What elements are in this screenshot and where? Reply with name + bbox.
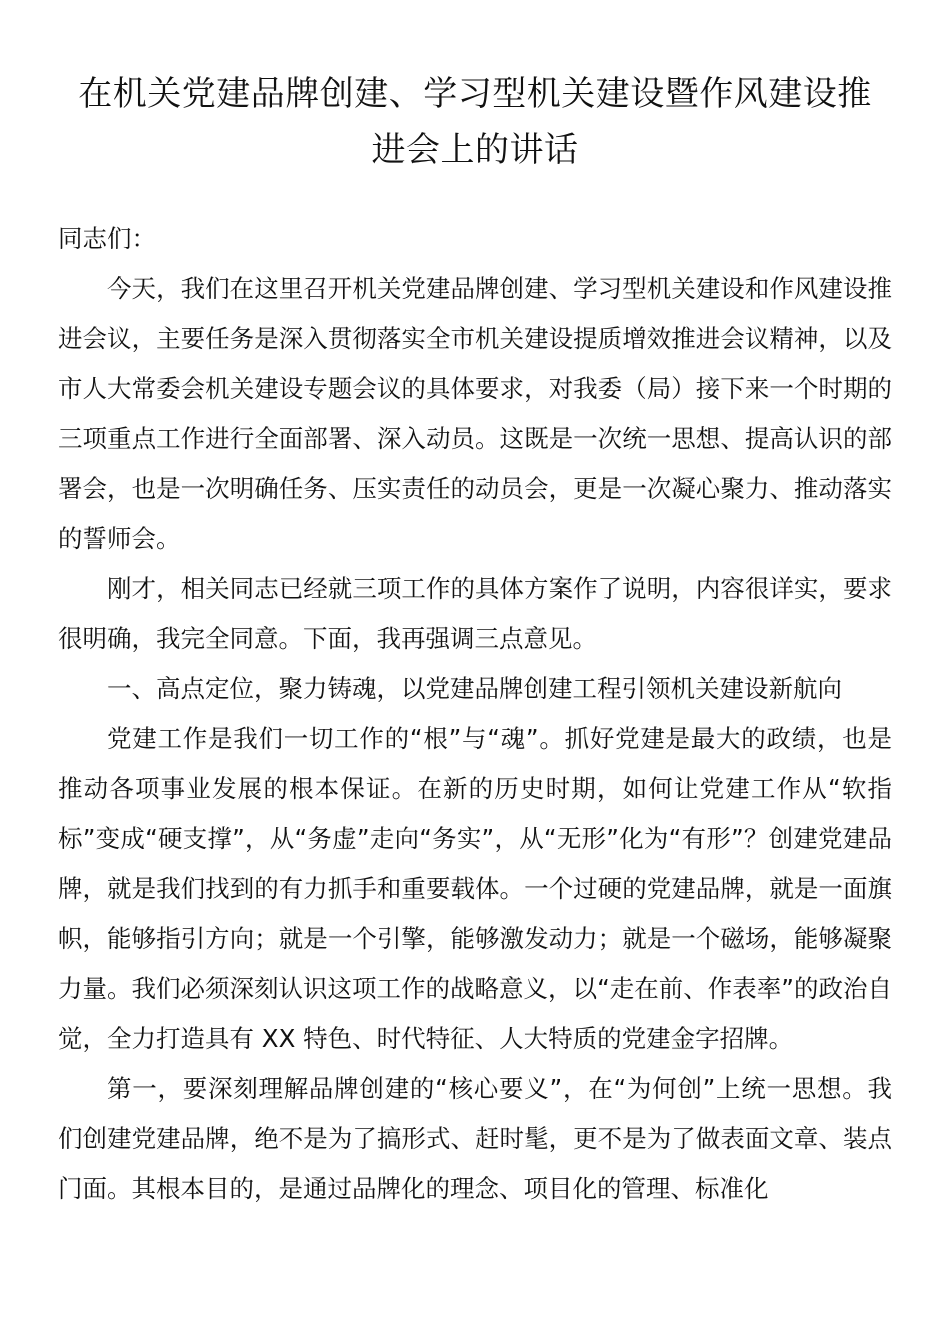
salutation: 同志们：: [58, 224, 156, 253]
section-heading-one: 一、高点定位，聚力铸魂，以党建品牌创建工程引领机关建设新航向: [107, 674, 842, 703]
document-body: [58, 214, 892, 1214]
paragraph-transition: 刚才，相关同志已经就三项工作的具体方案作了说明，内容很详实，要求很明确，我完全同意。下面，我再强调三点意见。: [58, 574, 892, 653]
paragraph-point-one: 第一，要深刻理解品牌创建的“核心要义”，在“为何创”上统一思想。我们创建党建品牌，绝不是为了搞形式、赶时髦，更不是为了做表面文章、装点门面。其根本目的，是通过品牌化的理念、项目化的管理、标准化: [58, 1074, 892, 1203]
title-line-2: 进会上的讲话: [371, 130, 579, 170]
paragraph-opening: 今天，我们在这里召开机关党建品牌创建、学习型机关建设和作风建设推进会议，主要任务是深入贯彻落实全市机关建设提质增效推进会议精神，以及市人大常委会机关建设专题会议的具体要求，对我委（局）接下来一个时期的三项重点工作进行全面部署、深入动员。这既是一次统一思想、提高认识的部署会，也是一次明确任务、压实责任的动员会，更是一次凝心聚力、推动落实的誓师会。: [58, 274, 892, 553]
title-line-1: 在机关党建品牌创建、学习型机关建设暨作风建设推: [78, 74, 872, 114]
paragraph-party-building: 党建工作是我们一切工作的“根”与“魂”。抓好党建是最大的政绩，也是推动各项事业发展的根本保证。在新的历史时期，如何让党建工作从“软指标”变成“硬支撑”，从“务虚”走向“务实”，从“无形”化为“有形”？创建党建品牌，就是我们找到的有力抓手和重要载体。一个过硬的党建品牌，就是一面旗帜，能够指引方向；就是一个引擎，能够激发动力；就是一个磁场，能够凝聚力量。我们必须深刻认识这项工作的战略意义，以“走在前、作表率”的政治自觉，全力打造具有 XX 特色、时代特征、人大特质的党建金字招牌。: [58, 724, 892, 1053]
document-title: [58, 66, 892, 178]
